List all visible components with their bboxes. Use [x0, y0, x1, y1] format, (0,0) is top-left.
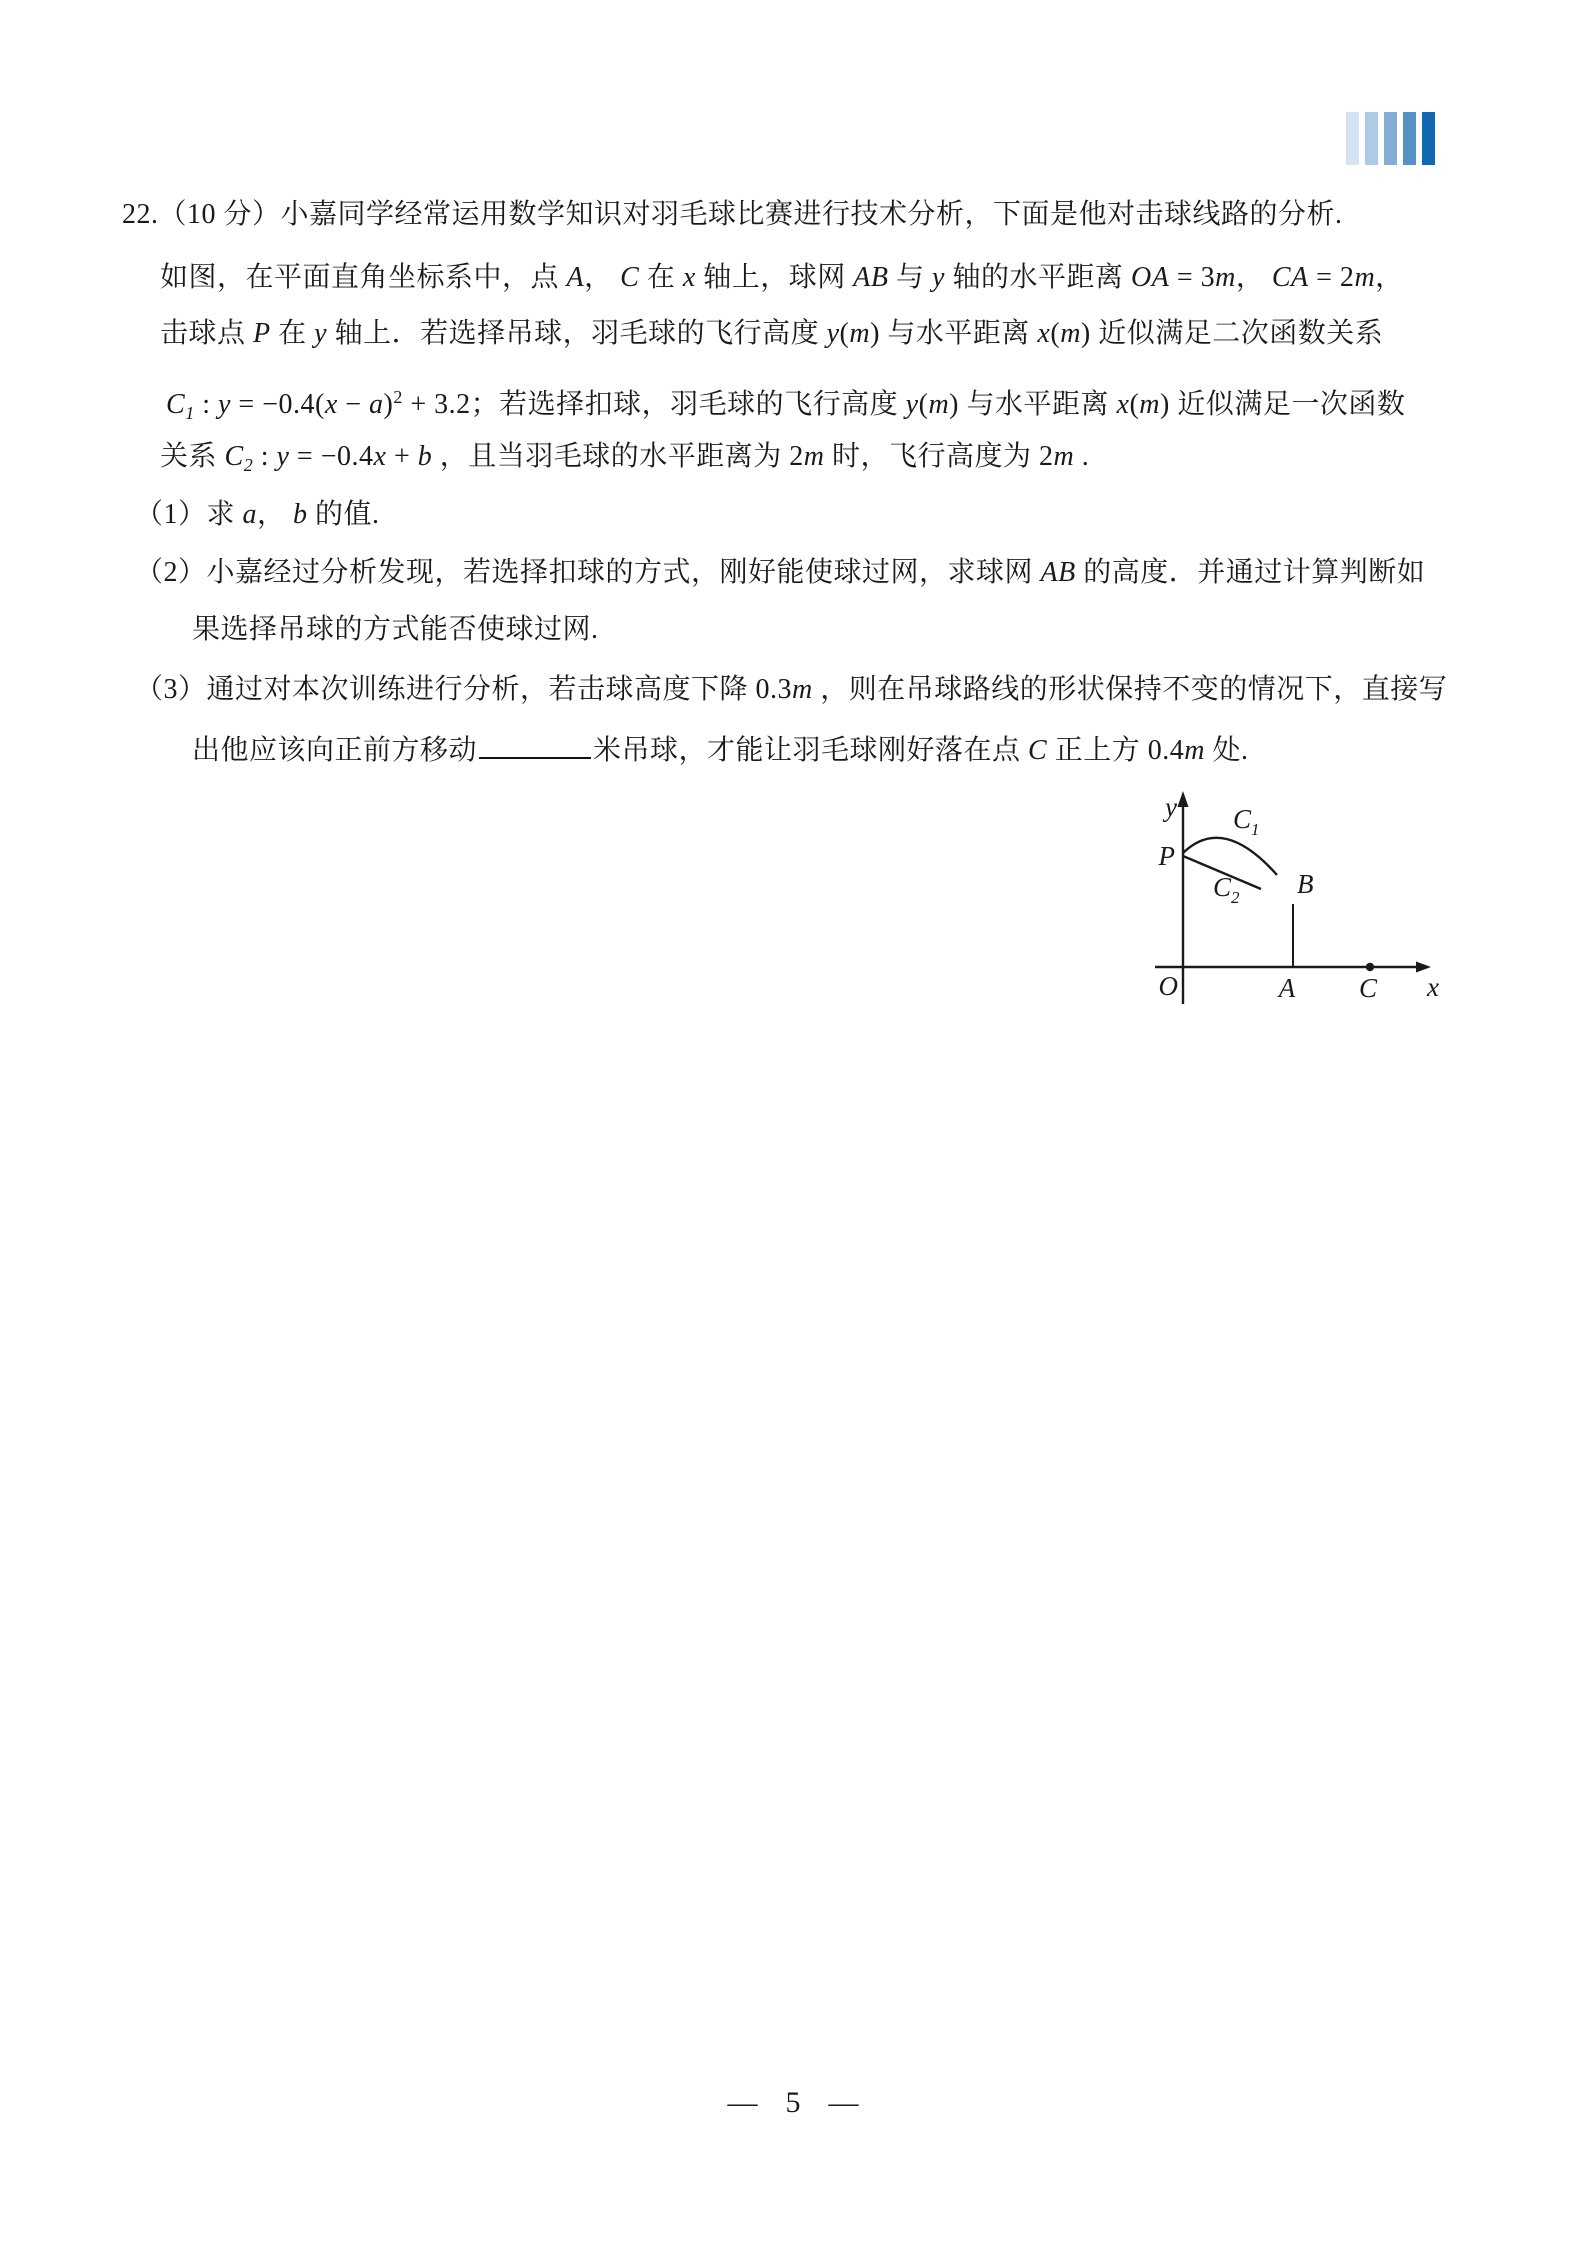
label-x: x — [1427, 972, 1439, 1002]
label-origin: O — [1158, 971, 1178, 1001]
point-c-dot — [1366, 963, 1374, 971]
text-segment: （1）求 — [135, 499, 243, 530]
text-segment: 2 — [243, 455, 254, 475]
text-segment: x — [682, 262, 696, 293]
text-segment: y — [276, 441, 290, 472]
text-segment: 的高度．并通过计算判断如 — [1075, 557, 1426, 588]
text-segment: m — [1053, 441, 1075, 472]
y-axis-arrow-icon — [1178, 791, 1189, 807]
text-segment: m — [1184, 735, 1205, 766]
text-segment: 在 — [270, 318, 315, 349]
text-segment: 在 — [639, 262, 683, 293]
text-segment: 时，飞行高度为 2 — [824, 441, 1054, 472]
text-segment: = −0.4 — [289, 441, 374, 472]
text-segment: m — [928, 389, 950, 420]
text-segment: C — [224, 441, 244, 472]
problem-line — [135, 497, 380, 533]
logo-bar — [1346, 112, 1359, 165]
logo-bar — [1365, 112, 1378, 165]
text-segment: ，且当羽毛球的水平距离为 2 — [432, 441, 804, 472]
text-segment: : — [194, 389, 218, 420]
text-segment: 轴上．若选择吊球，羽毛球的飞行高度 — [327, 318, 827, 349]
text-segment: y — [217, 389, 231, 420]
problem-line — [160, 439, 1089, 483]
text-segment: m — [1354, 262, 1376, 293]
text-segment: m — [792, 674, 813, 705]
text-segment: OA — [1130, 262, 1170, 293]
problem-line — [135, 672, 1447, 708]
text-segment: : — [253, 441, 277, 472]
text-segment: . — [1074, 441, 1090, 472]
text-segment: ) 近似满足一次函数 — [1160, 389, 1406, 420]
text-segment: y — [932, 262, 945, 293]
text-segment: = −0.4( — [230, 389, 325, 420]
text-segment: AB — [1040, 557, 1076, 588]
text-segment: 的值. — [307, 499, 380, 530]
text-segment: + — [386, 441, 418, 472]
text-segment: a — [242, 499, 258, 530]
text-segment: ) — [383, 389, 394, 420]
text-segment: P — [253, 318, 271, 349]
text-segment: x — [1037, 318, 1051, 349]
problem-line — [160, 260, 1404, 296]
text-segment: C — [1028, 735, 1048, 766]
text-segment: ， — [1235, 262, 1272, 293]
text-segment: （2）小嘉经过分析发现，若选择扣球的方式，刚好能使球过网，求球网 — [135, 557, 1041, 588]
page-number: 5 — [785, 2086, 801, 2119]
text-segment: x — [1116, 389, 1130, 420]
text-segment: C — [620, 262, 640, 293]
text-segment: A — [566, 262, 585, 293]
label-p: P — [1158, 841, 1175, 871]
text-segment: ， — [584, 262, 621, 293]
curve-c1-parabola — [1183, 838, 1277, 875]
footer-dash-right: — — [828, 2086, 859, 2119]
text-segment: ) 与水平距离 — [870, 318, 1038, 349]
label-y: y — [1165, 792, 1177, 822]
footer-dash-left: — — [727, 2086, 758, 2119]
text-segment: （3）通过对本次训练进行分析，若击球高度下降 0.3 — [135, 674, 793, 705]
text-segment: y — [905, 389, 919, 420]
text-segment: 与 — [888, 262, 933, 293]
text-segment: = 3 — [1169, 262, 1216, 293]
logo-bar — [1384, 112, 1397, 165]
text-segment: x — [324, 389, 338, 420]
text-segment: ，则在吊球路线的形状保持不变的情况下，直接写 — [812, 674, 1448, 705]
text-segment: 如图，在平面直角坐标系中，点 — [160, 262, 567, 293]
problem-line — [192, 612, 599, 648]
text-segment: ( — [918, 389, 929, 420]
problem-line — [122, 197, 1343, 233]
header-logo-bars-icon — [1346, 112, 1435, 165]
text-segment: b — [293, 499, 308, 530]
text-segment: 正上方 0.4 — [1047, 735, 1185, 766]
text-segment: 关系 — [160, 441, 225, 472]
text-segment: m — [849, 318, 871, 349]
logo-bar — [1403, 112, 1416, 165]
text-segment: 出他应该向正前方移动 — [192, 735, 478, 766]
answer-blank — [479, 729, 591, 759]
problem-line — [160, 316, 1383, 352]
page-footer — [0, 2086, 1586, 2120]
text-segment: 1 — [185, 403, 195, 423]
text-segment: 2 — [393, 387, 403, 407]
text-segment: 处. — [1204, 735, 1249, 766]
label-c2: $C_2$ — [1213, 872, 1240, 907]
text-segment: = 2 — [1308, 262, 1355, 293]
label-a: A — [1278, 973, 1296, 1003]
label-b: B — [1297, 869, 1314, 899]
text-segment: ) 近似满足二次函数关系 — [1080, 318, 1384, 349]
text-segment: m — [803, 441, 825, 472]
text-segment: ， — [1375, 262, 1404, 293]
label-c: C — [1358, 973, 1378, 1003]
text-segment: C — [166, 389, 186, 420]
text-segment: ( — [1050, 318, 1061, 349]
text-segment: m — [1215, 262, 1236, 293]
text-segment: 果选择吊球的方式能否使球过网. — [192, 614, 599, 645]
text-segment: ) 与水平距离 — [949, 389, 1117, 420]
text-segment: 米吊球，才能让羽毛球刚好落在点 — [593, 735, 1029, 766]
text-segment: 击球点 — [160, 318, 254, 349]
text-segment: ( — [839, 318, 850, 349]
problem-line — [192, 729, 1248, 769]
text-segment: ( — [1129, 389, 1140, 420]
problem-line — [166, 379, 1405, 431]
figure-coordinate-diagram — [1085, 782, 1465, 1017]
logo-bar — [1422, 112, 1435, 165]
text-segment: ， — [257, 499, 294, 530]
text-segment: + 3.2；若选择扣球，羽毛球的飞行高度 — [402, 389, 906, 420]
text-segment: 轴的水平距离 — [944, 262, 1131, 293]
text-segment: y — [314, 318, 328, 349]
text-segment: m — [1060, 318, 1081, 349]
x-axis-arrow-icon — [1416, 962, 1431, 973]
text-segment: b — [417, 441, 433, 472]
text-segment: − — [337, 389, 370, 420]
text-segment: 22.（10 分）小嘉同学经常运用数学知识对羽毛球比赛进行技术分析，下面是他对击球线路的分析. — [122, 199, 1343, 230]
text-segment: a — [369, 389, 384, 420]
text-segment: CA — [1271, 262, 1309, 293]
text-segment: m — [1139, 389, 1160, 420]
text-segment: y — [826, 318, 840, 349]
problem-line — [135, 555, 1425, 591]
text-segment: x — [373, 441, 387, 472]
label-c1: $C_1$ — [1233, 804, 1260, 839]
text-segment: 轴上，球网 — [695, 262, 854, 293]
text-segment: AB — [853, 262, 889, 293]
